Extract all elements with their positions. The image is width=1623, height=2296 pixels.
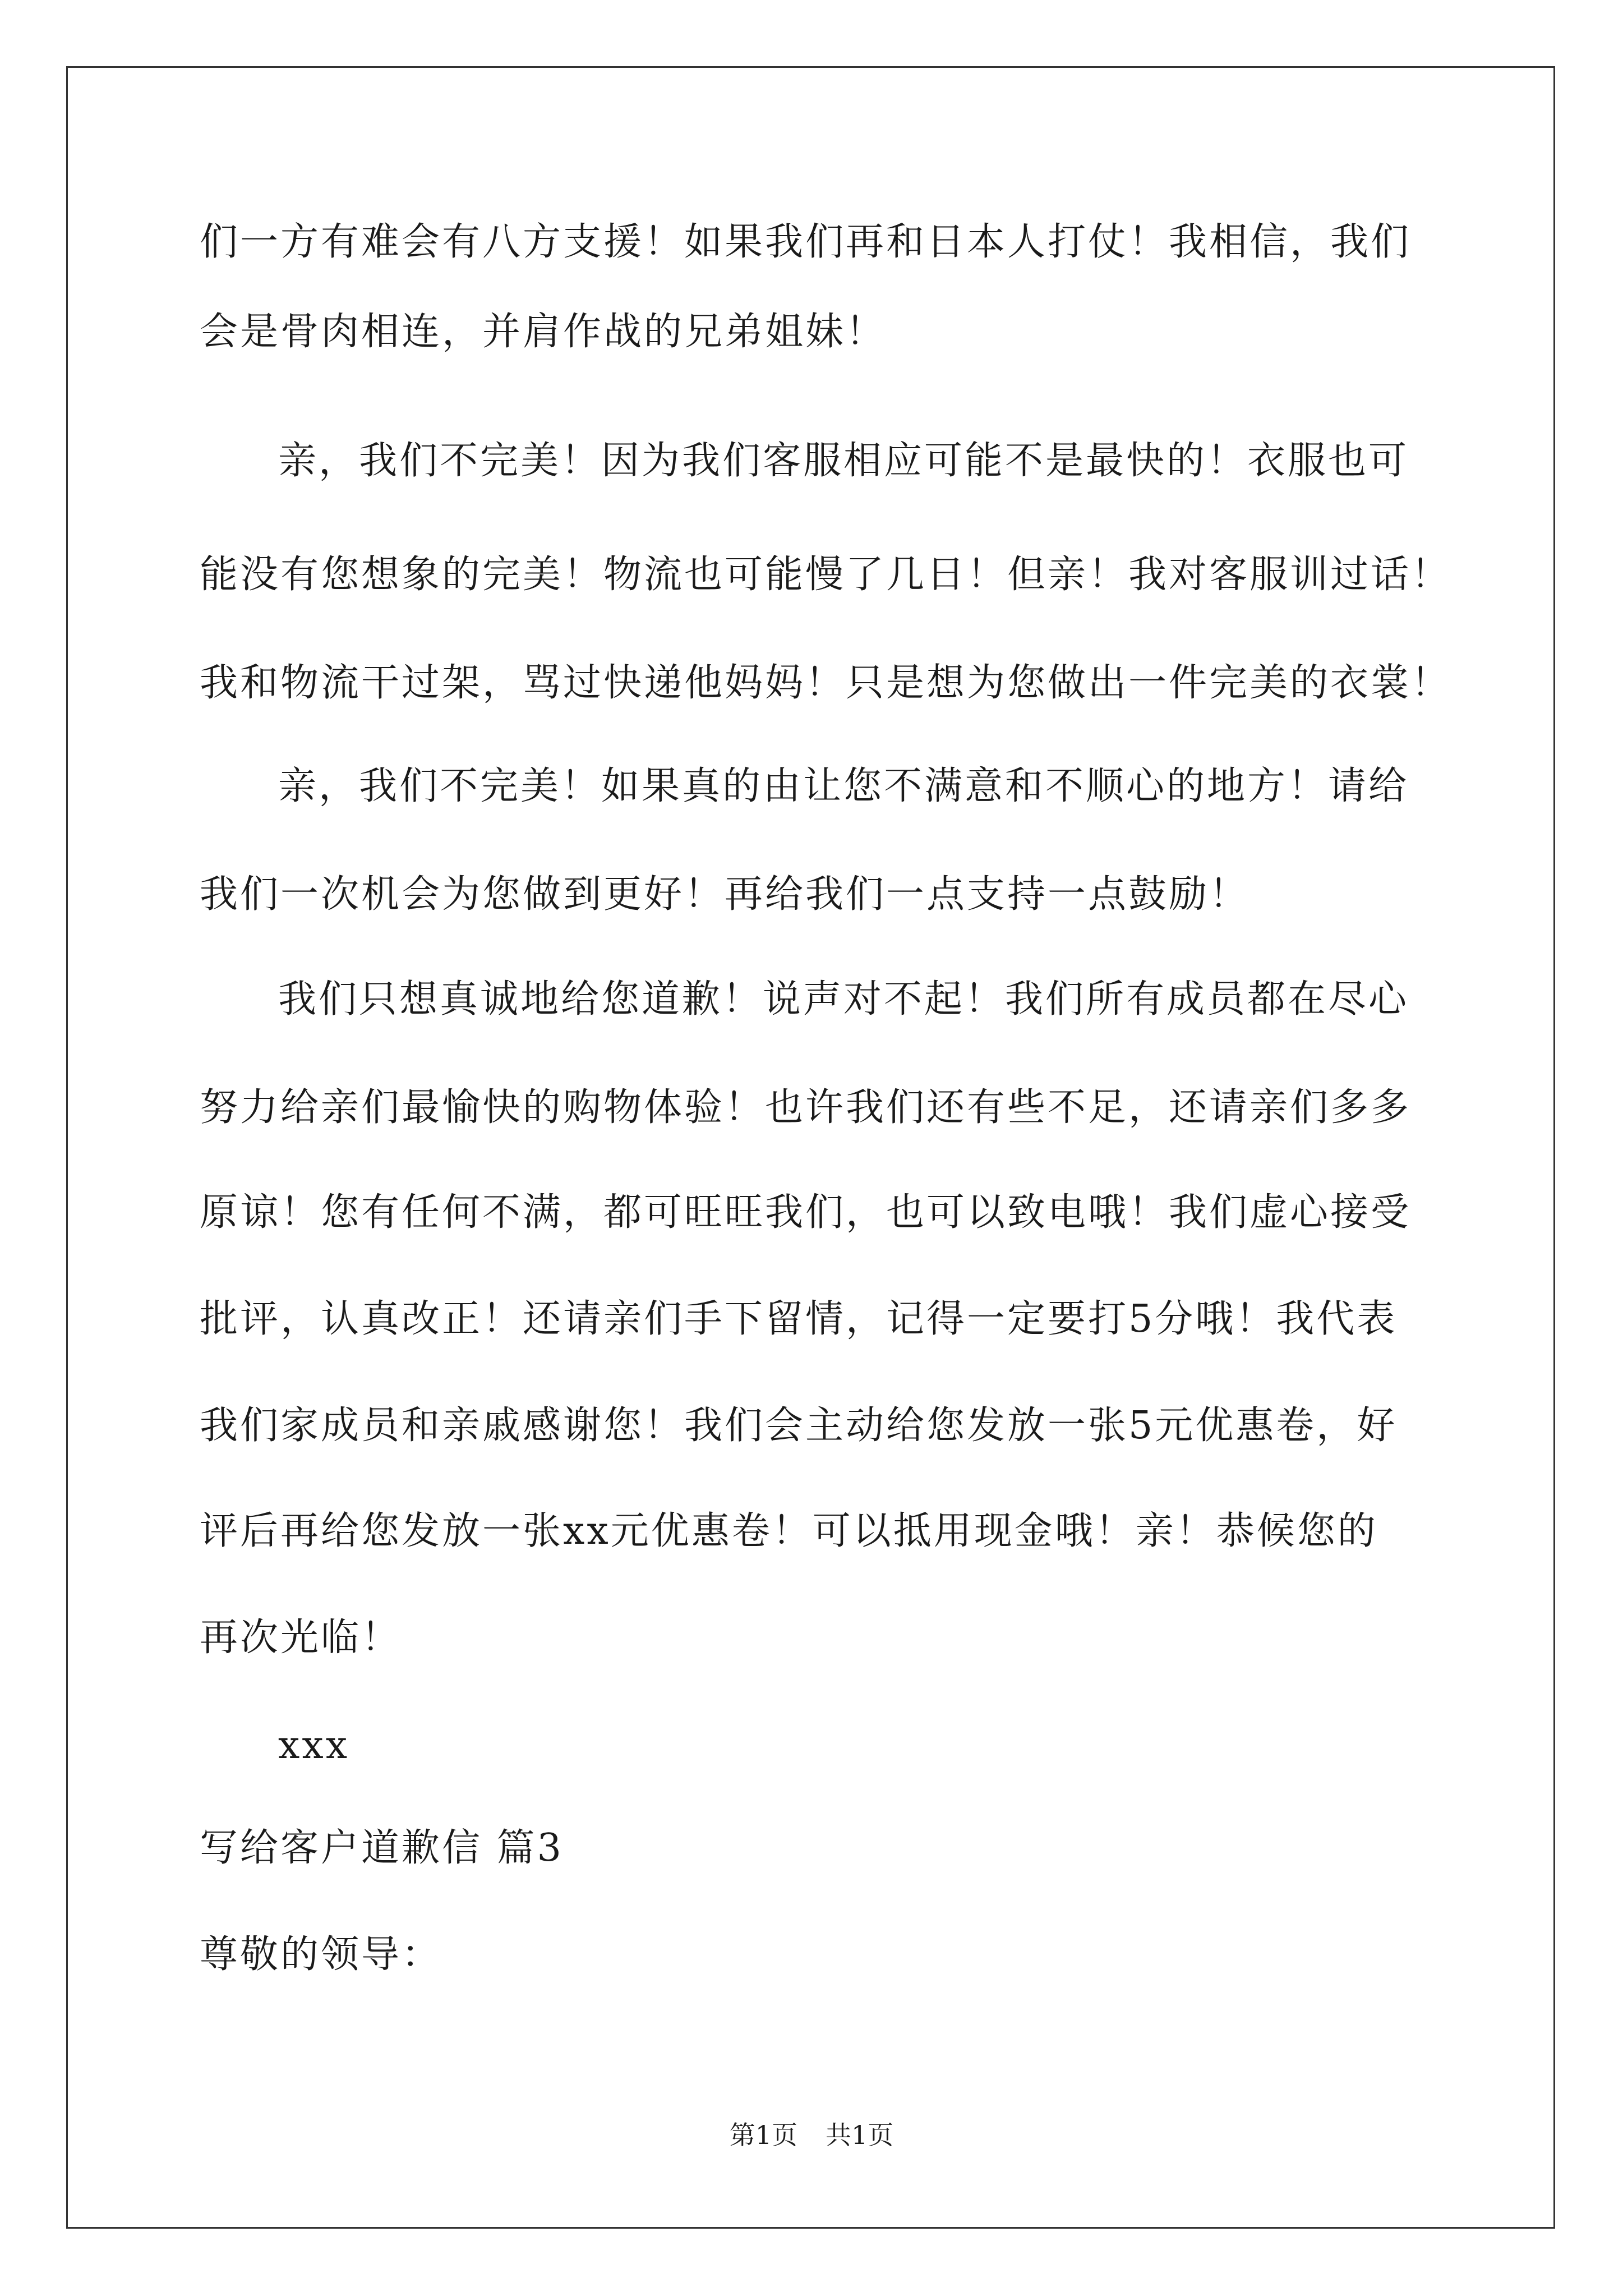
paragraph-line: 我们只想真诚地给您道歉！说声对不起！我们所有成员都在尽心 — [278, 977, 1409, 1022]
page-border — [66, 66, 1555, 2229]
paragraph-line: 我们家成员和亲戚感谢您！我们会主动给您发放一张5元优惠卷，好 — [200, 1404, 1398, 1448]
section-heading: 写给客户道歉信 篇3 — [200, 1826, 564, 1870]
paragraph-line: 原谅！您有任何不满，都可旺旺我们，也可以致电哦！我们虚心接受 — [200, 1190, 1412, 1235]
paragraph-line: 能没有您想象的完美！物流也可能慢了几日！但亲！我对客服训过话！ — [200, 553, 1452, 597]
page-number: 第1页 — [729, 2120, 797, 2150]
page-footer — [0, 2119, 1623, 2151]
paragraph-line: 我和物流干过架，骂过快递他妈妈！只是想为您做出一件完美的衣裳！ — [200, 661, 1452, 705]
paragraph-line: 评后再给您发放一张xx元优惠卷！可以抵用现金哦！亲！恭候您的 — [200, 1509, 1378, 1553]
signature: xxx — [278, 1723, 350, 1768]
salutation: 尊敬的领导： — [200, 1932, 442, 1977]
page-total: 共1页 — [826, 2120, 894, 2150]
paragraph-line: 亲，我们不完美！如果真的由让您不满意和不顺心的地方！请给 — [278, 764, 1409, 808]
paragraph-line: 努力给亲们最愉快的购物体验！也许我们还有些不足，还请亲们多多 — [200, 1085, 1412, 1130]
paragraph-line: 会是骨肉相连，并肩作战的兄弟姐妹！ — [200, 310, 887, 354]
paragraph-line: 再次光临！ — [200, 1616, 402, 1660]
paragraph-line: 亲，我们不完美！因为我们客服相应可能不是最快的！衣服也可 — [278, 439, 1409, 483]
paragraph-line: 我们一次机会为您做到更好！再给我们一点支持一点鼓励！ — [200, 872, 1250, 917]
paragraph-line: 们一方有难会有八方支援！如果我们再和日本人打仗！我相信，我们 — [200, 220, 1412, 264]
paragraph-line: 批评，认真改正！还请亲们手下留情，记得一定要打5分哦！我代表 — [200, 1297, 1398, 1341]
